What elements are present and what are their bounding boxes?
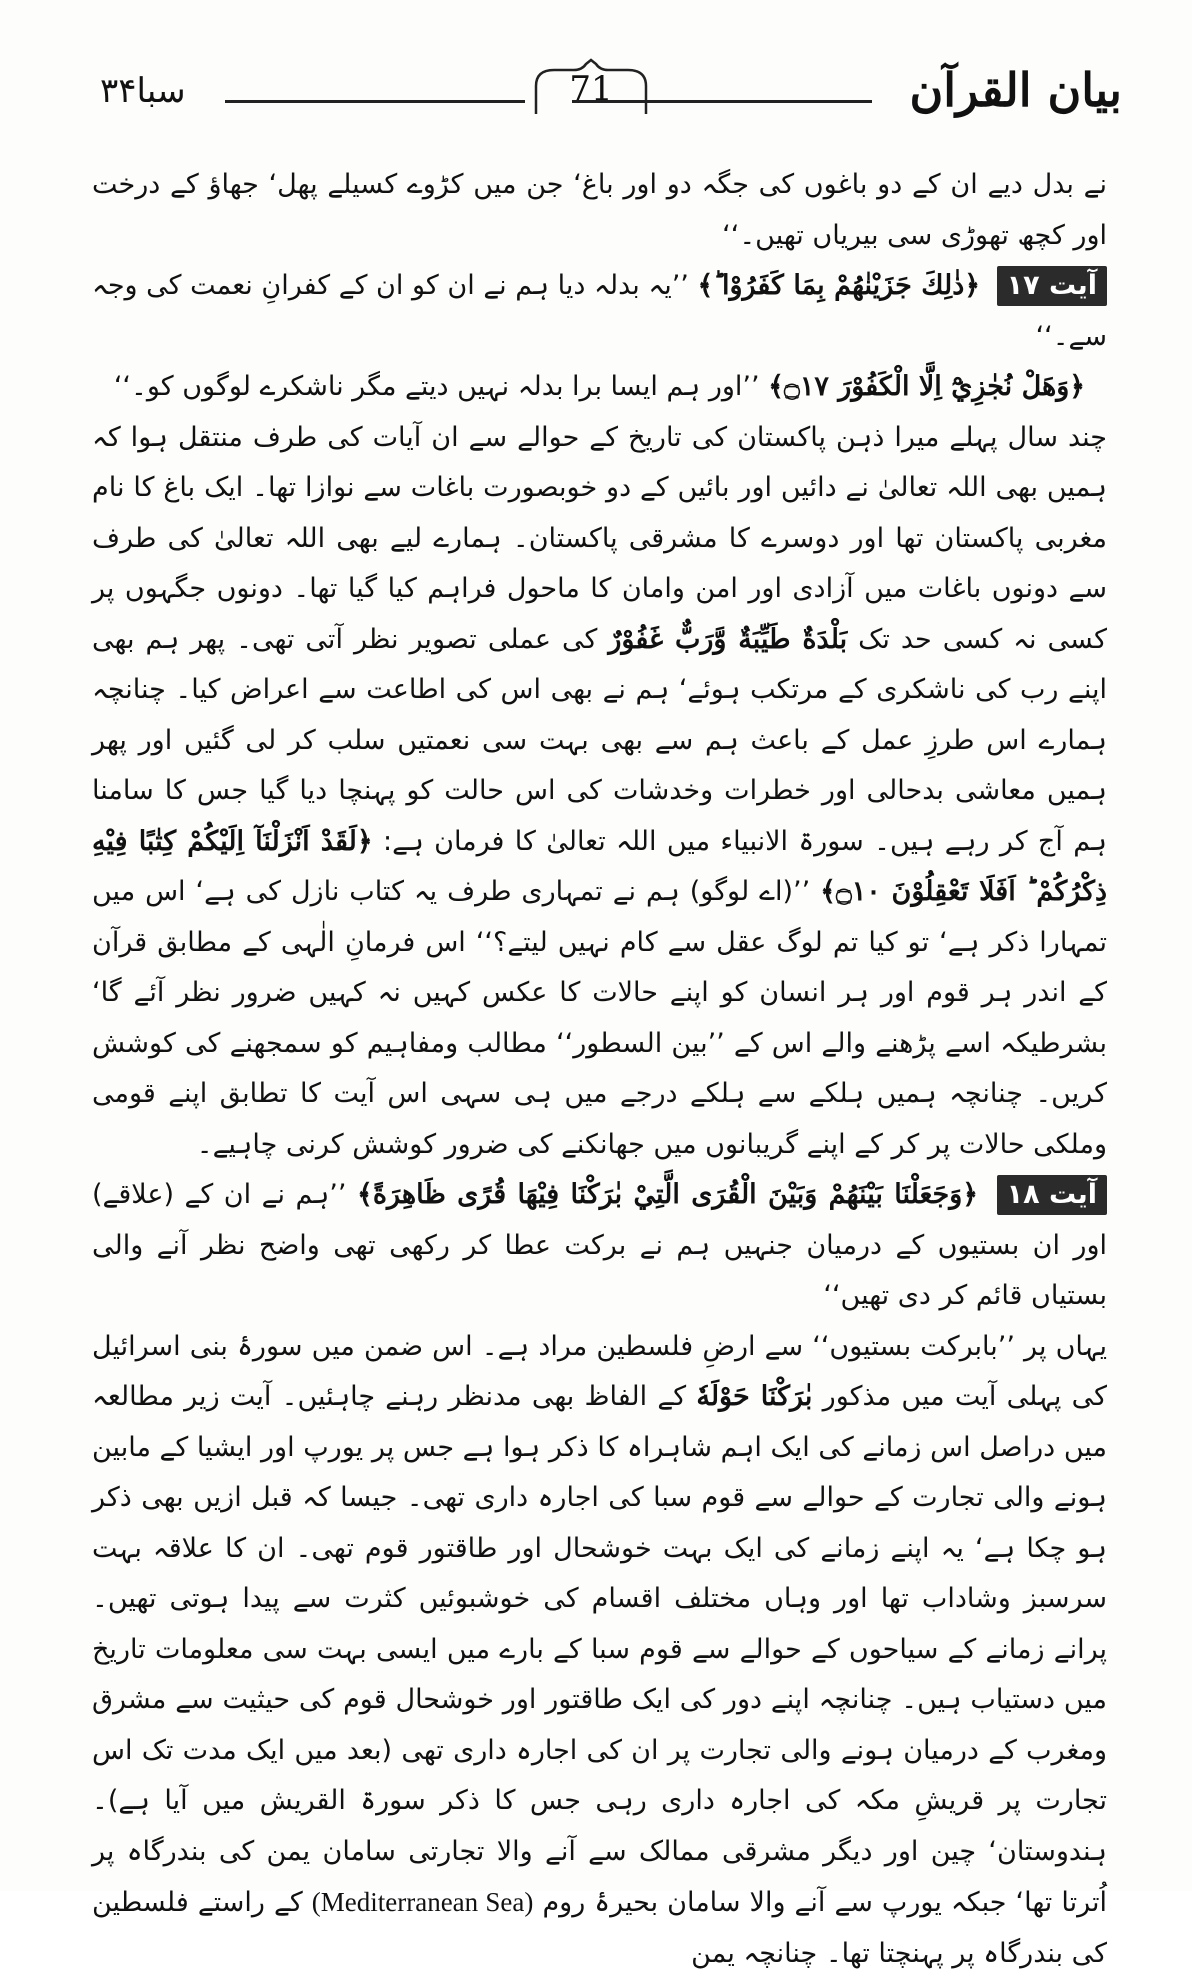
page-number: 71 [530, 64, 652, 114]
paragraph-2-quote: ﴿لَقَدْ اَنْزَلْنَآ اِلَيْكُمْ كِتٰبًا فِيْهِ ذِكْرُكُمْ ؕ اَفَلَا تَعْقِلُوْنَ ۝۱۰﴾ [92, 826, 1107, 908]
book-title: بیان القرآن [909, 60, 1122, 120]
page-number-frame [530, 58, 652, 124]
ayah-17-translation: ’’یہ بدلہ دیا ہم نے ان کو ان کے کفرانِ نعمت کی وجہ سے۔‘‘ [92, 270, 1107, 352]
page-header [100, 58, 1122, 128]
surah-label: سبا۳۴ [100, 66, 186, 116]
paragraph-3-end: کے راستے فلسطین کی بندرگاہ پر پہنچتا تھا۔ چنانچہ یمن [92, 1887, 1107, 1969]
paragraph-1: نے بدل دیے ان کے دو باغوں کی جگہ دو اور باغ‘ جن میں کڑوے کسیلے پھل‘ جھاؤ کے درخت اور کچھ تھوڑی سی بیریاں تھیں۔‘‘ [92, 160, 1107, 261]
ayah-18-arabic: ﴿وَجَعَلْنَا بَيْنَهُمْ وَبَيْنَ الْقُرَى الَّتِيْ بٰرَكْنَا فِيْهَا قُرًى ظَاهِرَةً﴾ [357, 1179, 978, 1210]
paragraph-3 [92, 1322, 1107, 1979]
ayah-17-label: آیت ۱۷ [997, 266, 1107, 306]
paragraph-2-continued: کی عملی تصویر نظر آتی تھی۔ پھر ہم بھی اپنے رب کی ناشکری کے مرتکب ہوئے‘ ہم نے بھی اس کی اطاعت سے اعراض کیا۔ چنانچہ ہمارے اس طرزِ عمل کے باعث ہم سے بھی بہت سی نعمتیں سلب کر لی گئیں اور پھر ہمیں معاشی بدحالی اور خطرات وخدشات کی اس حالت کو پہنچا دیا گیا جس کا سامنا ہم آج کر رہے ہیں۔ سورۃ الانبیاء میں اللہ تعالیٰ کا فرمان ہے: [92, 624, 1107, 857]
header-rule-left [225, 100, 525, 103]
paragraph-3-latin: (Mediterranean Sea) [312, 1887, 534, 1917]
ayah-18-translation: ’’ہم نے ان کے (علاقے) اور ان بستیوں کے درمیان جنہیں ہم نے برکت عطا کر رکھی تھی واضح نظر آنے والی بستیاں قائم کر دی تھیں‘‘ [92, 1179, 1107, 1311]
ayah-17-arabic: ﴿ذٰلِكَ جَزَيْنٰهُمْ بِمَا كَفَرُوْا ؕ﴾ [698, 270, 981, 301]
paragraph-2-text: چند سال پہلے میرا ذہن پاکستان کی تاریخ کے حوالے سے ان آیات کی طرف منتقل ہوا کہ ہمیں بھی اللہ تعالیٰ نے دائیں اور بائیں کے دو خوبصورت باغات سے نوازا تھا۔ ایک باغ کا نام مغربی پاکستان تھا اور دوسرے کا مشرقی پاکستان۔ ہمارے لیے بھی اللہ تعالیٰ کی طرف سے دونوں باغات میں آزادی اور امن وامان کا ماحول فراہم کیا گیا تھا۔ دونوں جگہوں پر کسی نہ کسی حد تک [92, 422, 1107, 655]
page-body [92, 160, 1107, 1979]
paragraph-2 [92, 413, 1107, 1171]
paragraph-2-arabic: بَلْدَةٌ طَيِّبَةٌ وَّرَبٌّ غَفُوْرٌ [608, 624, 847, 655]
ayah-17b-translation: ’’اور ہم ایسا برا بدلہ نہیں دیتے مگر ناشکرے لوگوں کو۔‘‘ [114, 371, 760, 402]
paragraph-3-arabic: بٰرَكْنَا حَوْلَهٗ [696, 1381, 812, 1412]
paragraph-2-end: ’’(اے لوگو) ہم نے تمہاری طرف یہ کتاب نازل کی ہے‘ اس میں تمہارا ذکر ہے‘ تو کیا تم لوگ عقل سے کام نہیں لیتے؟‘‘ اس فرمانِ الٰہی کے مطابق قرآن کے اندر ہر قوم اور ہر انسان کو اپنے حالات کا عکس کہیں نہ کہیں ضرور نظر آئے گا‘ بشرطیکہ اسے پڑھنے والے اس کے ’’بین السطور‘‘ مطالب ومفاہیم کو سمجھنے کی کوشش کریں۔ چنانچہ ہمیں ہلکے سے ہلکے درجے میں ہی سہی اس آیت کا تطابق اپنے قومی وملکی حالات پر کر کے اپنے گریبانوں میں جھانکنے کی ضرور کوشش کرنی چاہیے۔ [92, 876, 1107, 1160]
ayah-17 [92, 261, 1107, 362]
paragraph-3-text: یہاں پر ’’بابرکت بستیوں‘‘ سے ارضِ فلسطین مراد ہے۔ اس ضمن میں سورۂ بنی اسرائیل کی پہلی آیت میں مذکور [92, 1331, 1107, 1413]
ayah-18-label: آیت ۱۸ [997, 1175, 1107, 1215]
ayah-17b-arabic: ﴿وَهَلْ نُجٰزِيْٓ اِلَّا الْكَفُوْرَ ۝۱۷﴾ [768, 371, 1085, 402]
ayah-18 [92, 1170, 1107, 1322]
ayah-17-part-b [92, 362, 1107, 413]
paragraph-3-continued: کے الفاظ بھی مدنظر رہنے چاہئیں۔ آیت زیر مطالعہ میں دراصل اس زمانے کی ایک اہم شاہراہ کا ذکر ہوا ہے جس پر یورپ اور ایشیا کے مابین ہونے والی تجارت کے حوالے سے قوم سبا کی اجارہ داری تھی۔ جیسا کہ قبل ازیں بھی ذکر ہو چکا ہے‘ یہ اپنے زمانے کی ایک بہت خوشحال اور طاقتور قوم تھی۔ ان کا علاقہ بہت سرسبز وشاداب تھا اور وہاں مختلف اقسام کی خوشبوئیں کثرت سے پیدا ہوتی تھیں۔ پرانے زمانے کے سیاحوں کے حوالے سے قوم سبا کے بارے میں ایسی بہت سی معلومات تاریخ میں دستیاب ہیں۔ چنانچہ اپنے دور کی ایک طاقتور اور خوشحال قوم کی حیثیت سے مشرق ومغرب کے درمیان ہونے والی تجارت پر ان کی اجارہ داری تھی (بعد میں ایک مدت تک اس تجارت پر قریشِ مکہ کی اجارہ داری رہی جس کا ذکر سورۃ القریش میں آیا ہے)۔ ہندوستان‘ چین اور دیگر مشرقی ممالک سے آنے والا تجارتی سامان یمن کی بندرگاہ پر اُترتا تھا‘ جبکہ یورپ سے آنے والا سامان بحیرۂ روم [92, 1381, 1107, 1918]
